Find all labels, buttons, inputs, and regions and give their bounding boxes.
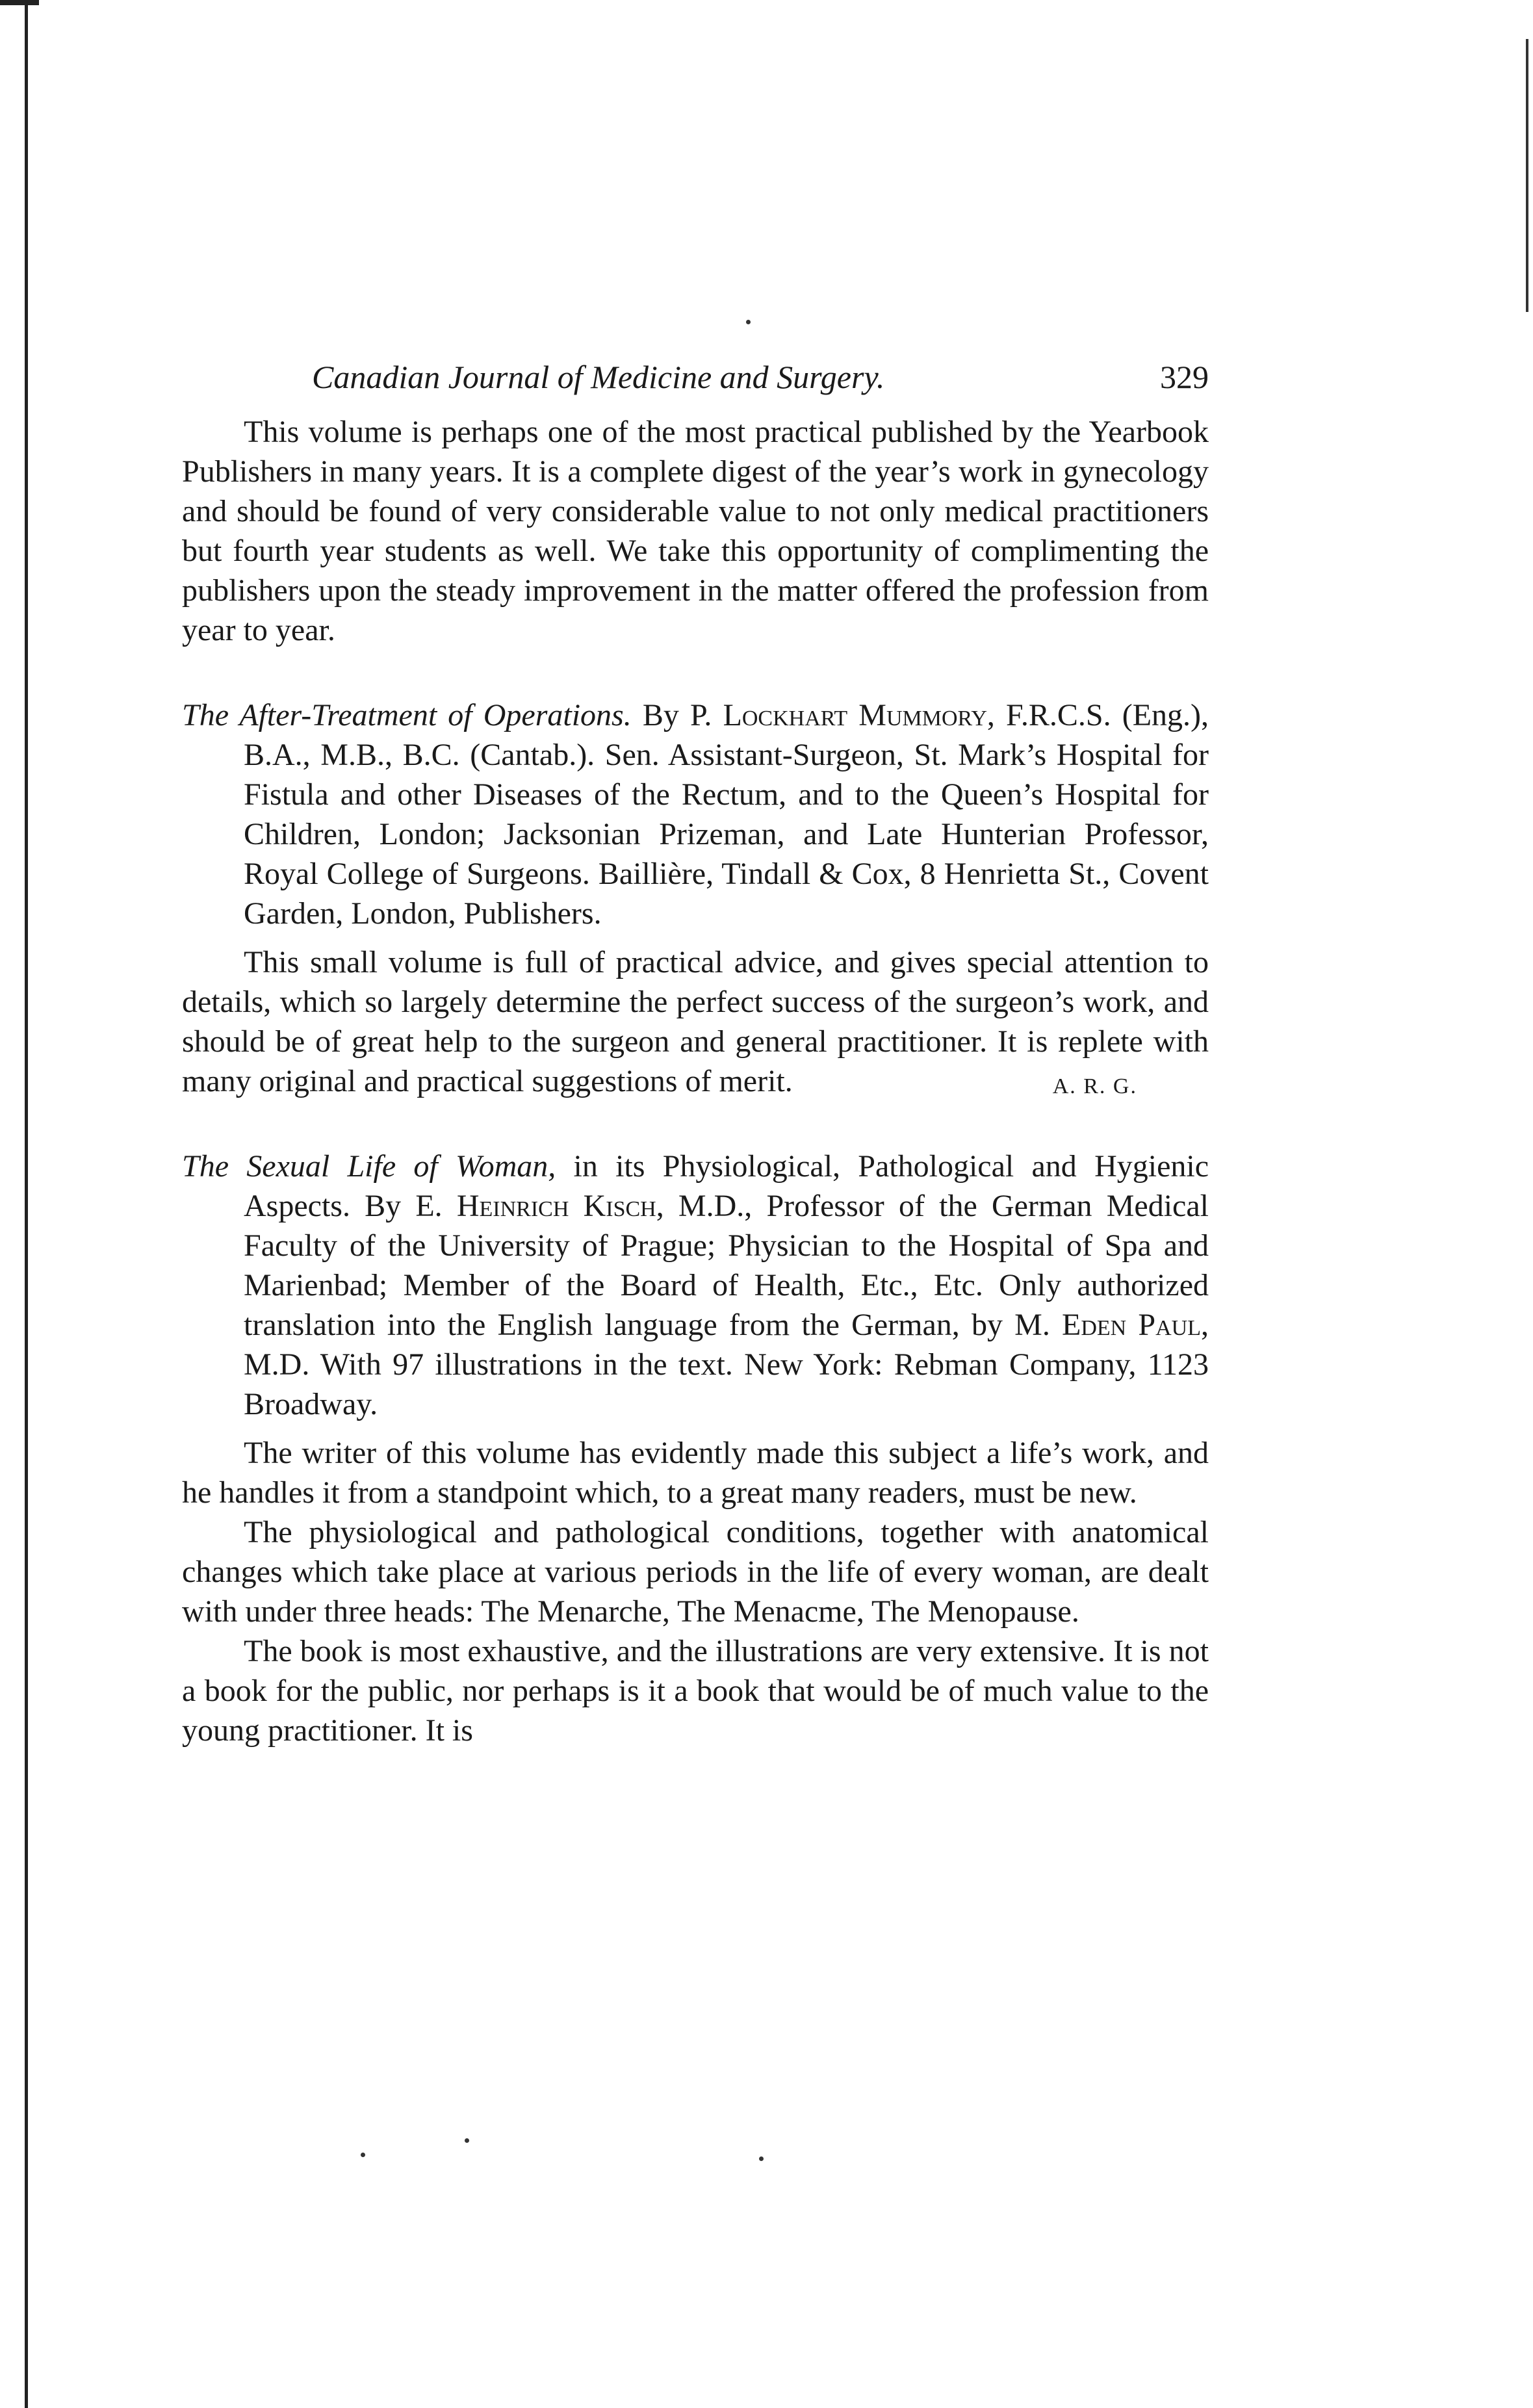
review-3-details2: , M.D. With 97 illustrations in the text. New York: Rebman Company, 1123 Broadway. <box>244 1308 1209 1421</box>
review-3-subtitle: in its Physiological, Pathological and Hygienic Aspects. By E. <box>244 1149 1209 1223</box>
review-3-citation <box>182 1146 1209 1424</box>
scan-edge-top <box>0 0 39 5</box>
review-2-byline: By P. <box>642 698 712 732</box>
scan-binding-edge <box>25 0 28 2408</box>
scan-speck <box>746 320 751 324</box>
review-2-body: This small volume is full of practical advice, and gives special attention to details, which so largely determine the perfect success of the surgeon’s work, and should be of great help to the surgeon and general practitioner. It is replete with many original and practical suggestions of merit. <box>182 945 1209 1098</box>
scan-speck <box>759 2156 764 2161</box>
review-1-paragraph: This volume is perhaps one of the most practical published by the Yearbook Publishers in many years. It is a complete digest of the year’s work in gynecology and should be found of very considerable value to not only medical practitioners but fourth year students as well. We take this opportunity of complimenting the publishers upon the steady improvement in the matter offered the profession from year to year. <box>182 415 1209 647</box>
running-header <box>182 351 1209 403</box>
review-2-author: Lockhart Mummory <box>723 698 987 732</box>
review-3-paragraph-1: The writer of this volume has evidently made this subject a life’s work, and he handles it from a standpoint which, to a great many readers, must be new. <box>182 1436 1209 1510</box>
review-2-details: , F.R.C.S. (Eng.), B.A., M.B., B.C. (Cantab.). Sen. Assistant-Surgeon, St. Mark’s Hospital for Fistula and other Diseases of the Rectum, and to the Queen’s Hospital for Children, London; Jacksonian Prizeman, and Late Hunterian Professor, Royal College of Surgeons. Baillière, Tindall & Cox, 8 Henrietta St., Covent Garden, London, Publishers. <box>244 698 1209 931</box>
review-3-details: , M.D., Professor of the German Medical Faculty of the University of Prague; Physician to the Hospital of Spa and Marienbad; Member of the Board of Health, Etc., Etc. Only authorized translation into the English language from the German, by M. <box>244 1189 1209 1342</box>
review-2-title: The After-Treatment of Operations. <box>182 698 632 732</box>
review-3-translator: Eden Paul <box>1062 1308 1201 1342</box>
journal-title: Canadian Journal of Medicine and Surgery. <box>312 359 885 395</box>
review-3-paragraph-3: The book is most exhaustive, and the illustrations are very extensive. It is not a book for the public, nor perhaps is it a book that would be of much value to the young practitioner. It is <box>182 1634 1209 1748</box>
page-number: 329 <box>1160 359 1209 395</box>
review-3-title: The Sexual Life of Woman, <box>182 1149 556 1184</box>
review-3-paragraph-2: The physiological and pathological conditions, together with anatomical changes which take place at various periods in the life of every woman, are dealt with under three heads: The Menarche, The Menacme, The Menopause. <box>182 1515 1209 1629</box>
review-3-author: Heinrich Kisch <box>456 1189 656 1223</box>
journal-page <box>182 351 1209 1750</box>
scan-speck <box>361 2153 365 2157</box>
review-2-paragraph <box>182 942 1209 1101</box>
scan-speck <box>465 2138 469 2143</box>
scan-right-edge <box>1526 39 1528 312</box>
reviewer-signature: A. R. G. <box>1052 1074 1137 1098</box>
review-2-citation <box>182 695 1209 933</box>
